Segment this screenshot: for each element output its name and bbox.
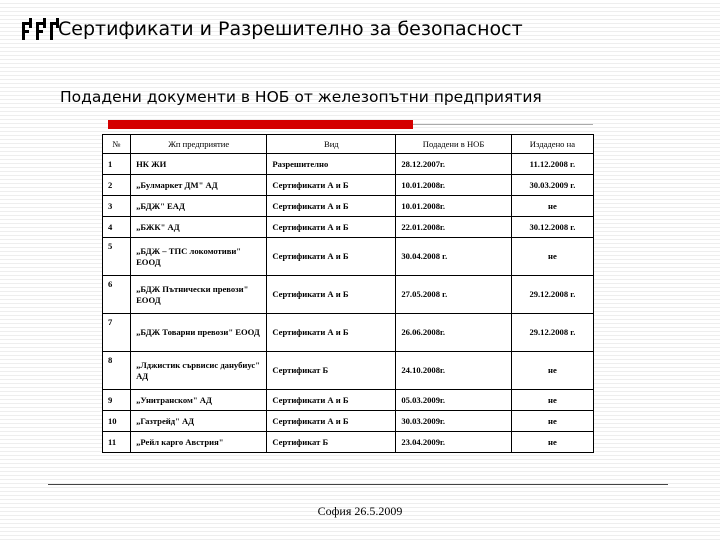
cell-enterprise: „Булмаркет ДМ" АД [131, 175, 267, 196]
cell-type: Сертификати А и Б [267, 217, 396, 238]
header-enterprise: Жп предприятие [131, 135, 267, 154]
cell-filed: 22.01.2008г. [396, 217, 511, 238]
header-issued: Издадено на [511, 135, 593, 154]
documents-table [102, 134, 594, 453]
table-row [103, 175, 594, 196]
cell-number: 6 [103, 276, 131, 314]
cell-filed: 10.01.2008г. [396, 175, 511, 196]
cell-number: 11 [103, 432, 131, 453]
cell-type: Разрешително [267, 154, 396, 175]
cell-issued: не [511, 196, 593, 217]
header-type: Вид [267, 135, 396, 154]
cell-filed: 10.01.2008г. [396, 196, 511, 217]
cell-type: Сертификати А и Б [267, 390, 396, 411]
cell-enterprise: „БЖК" АД [131, 217, 267, 238]
table-row [103, 154, 594, 175]
cell-number: 3 [103, 196, 131, 217]
cell-enterprise: „БДЖ – ТПС локомотиви" ЕООД [131, 238, 267, 276]
cell-issued: 30.12.2008 г. [511, 217, 593, 238]
cell-issued: не [511, 411, 593, 432]
cell-issued: не [511, 390, 593, 411]
cell-issued: не [511, 238, 593, 276]
table-row [103, 276, 594, 314]
table-row [103, 411, 594, 432]
table-header-row [103, 135, 594, 154]
cell-number: 2 [103, 175, 131, 196]
table-row [103, 217, 594, 238]
cell-issued: 30.03.2009 г. [511, 175, 593, 196]
cell-filed: 26.06.2008г. [396, 314, 511, 352]
cell-enterprise: „БДЖ" ЕАД [131, 196, 267, 217]
slide-title: Сертификати и Разрешително за безопасност [58, 18, 523, 40]
cell-type: Сертификат Б [267, 352, 396, 390]
cell-type: Сертификати А и Б [267, 314, 396, 352]
cell-number: 7 [103, 314, 131, 352]
cell-issued: не [511, 432, 593, 453]
header-filed: Подадени в НОБ [396, 135, 511, 154]
accent-bar [108, 120, 413, 129]
footer-text: София 26.5.2009 [317, 504, 403, 518]
cell-enterprise: „Рейл карго Австрия" [131, 432, 267, 453]
table-row [103, 314, 594, 352]
cell-filed: 05.03.2009г. [396, 390, 511, 411]
cell-type: Сертификати А и Б [267, 276, 396, 314]
cell-type: Сертификати А и Б [267, 238, 396, 276]
cell-enterprise: НК ЖИ [131, 154, 267, 175]
header-number: № [103, 135, 131, 154]
cell-number: 1 [103, 154, 131, 175]
table-row [103, 196, 594, 217]
cell-type: Сертификати А и Б [267, 175, 396, 196]
cell-enterprise: „БДЖ Товарни превози" ЕООД [131, 314, 267, 352]
cell-enterprise: „Унитранском" АД [131, 390, 267, 411]
cell-enterprise: „БДЖ Пътнически превози" ЕООД [131, 276, 267, 314]
table-row [103, 352, 594, 390]
cell-issued: не [511, 352, 593, 390]
cell-filed: 24.10.2008г. [396, 352, 511, 390]
cell-number: 8 [103, 352, 131, 390]
cell-filed: 27.05.2008 г. [396, 276, 511, 314]
cell-enterprise: „Лджистик сървисис данубиус" АД [131, 352, 267, 390]
table-row [103, 390, 594, 411]
cell-issued: 11.12.2008 г. [511, 154, 593, 175]
footer-divider-line [48, 484, 668, 485]
cell-filed: 30.04.2008 г. [396, 238, 511, 276]
cell-number: 9 [103, 390, 131, 411]
cell-filed: 23.04.2009г. [396, 432, 511, 453]
cell-type: Сертификат Б [267, 432, 396, 453]
cell-type: Сертификати А и Б [267, 411, 396, 432]
table-row [103, 432, 594, 453]
cell-number: 10 [103, 411, 131, 432]
cell-issued: 29.12.2008 г. [511, 314, 593, 352]
cell-number: 5 [103, 238, 131, 276]
cell-issued: 29.12.2008 г. [511, 276, 593, 314]
cell-number: 4 [103, 217, 131, 238]
cell-filed: 28.12.2007г. [396, 154, 511, 175]
cell-type: Сертификати А и Б [267, 196, 396, 217]
table-row [103, 238, 594, 276]
slide-subtitle: Подадени документи в НОБ от железопътни предприятия [60, 88, 542, 106]
cell-filed: 30.03.2009г. [396, 411, 511, 432]
cell-enterprise: „Газтрейд" АД [131, 411, 267, 432]
